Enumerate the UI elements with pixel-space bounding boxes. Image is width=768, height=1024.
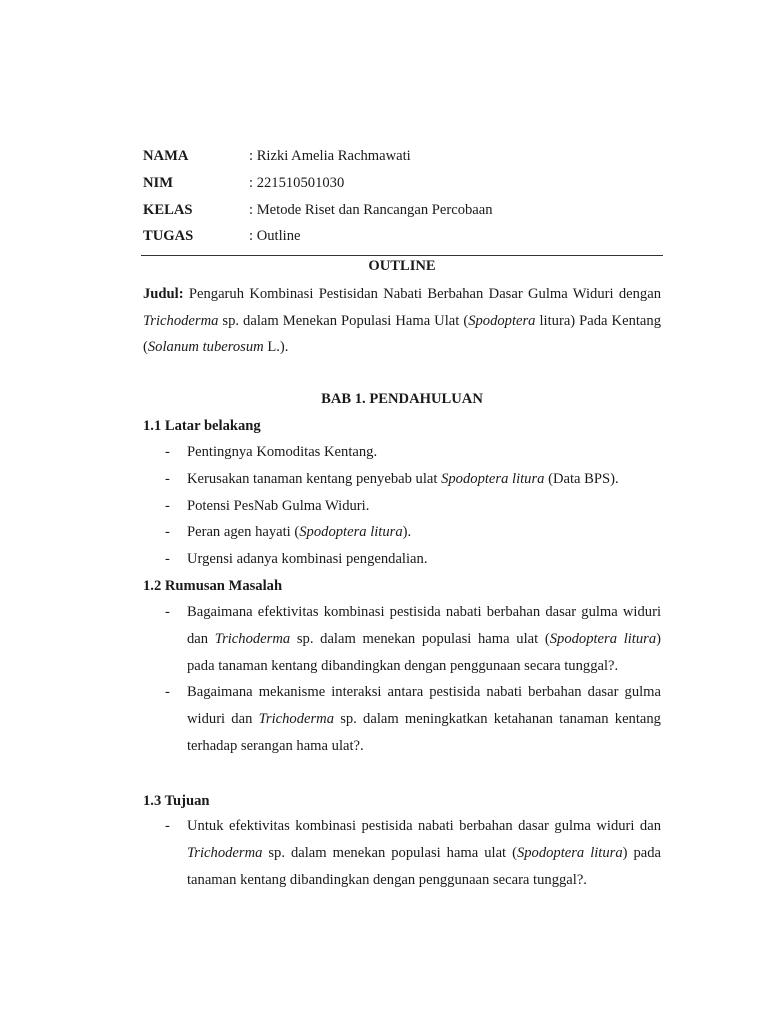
name-value: : Rizki Amelia Rachmawati xyxy=(249,148,411,164)
italic-species: Spodoptera litura xyxy=(549,630,657,647)
dash-bullet: - xyxy=(165,444,170,460)
text-run: Kerusakan tanaman kentang penyebab ulat xyxy=(187,470,442,487)
text-run: ). xyxy=(402,524,412,541)
list-item-text: Urgensi adanya kombinasi pengendalian. xyxy=(187,551,428,568)
italic-species: Spodoptera litura xyxy=(441,470,545,487)
text-run: ) pada tanaman kentang dibandingkan dengan penggunaan secara tunggal?. xyxy=(187,630,662,674)
list-item xyxy=(143,679,661,759)
dash-bullet: - xyxy=(165,604,170,620)
list-item-text xyxy=(187,522,661,542)
text-run: sp. dalam menekan populasi hama ulat ( xyxy=(262,844,517,861)
chapter-heading: BAB 1. PENDAHULUAN xyxy=(321,391,483,407)
tujuan-list xyxy=(143,813,661,893)
section-heading-1-2: 1.2 Rumusan Masalah xyxy=(143,578,283,594)
italic-species: Trichoderma xyxy=(258,711,334,728)
judul-label: Judul: xyxy=(143,286,184,302)
judul-text-4: L.). xyxy=(263,339,289,356)
list-item-text xyxy=(187,599,661,679)
dash-bullet: - xyxy=(165,818,170,834)
list-item-text xyxy=(187,469,661,489)
dash-bullet: - xyxy=(165,551,170,568)
list-item-text xyxy=(187,813,661,893)
text-run: (Data BPS). xyxy=(544,470,619,487)
text-run: ) pada tanaman kentang dibandingkan dengan penggunaan secara tunggal?. xyxy=(187,844,662,888)
text-run: Untuk efektivitas kombinasi pestisida nabati berbahan dasar gulma widuri dan xyxy=(187,818,661,834)
list-item xyxy=(143,442,661,462)
name-label: NAMA xyxy=(143,148,189,164)
list-item xyxy=(143,813,661,893)
latar-belakang-list xyxy=(143,442,661,576)
list-item xyxy=(143,496,661,516)
list-item-text xyxy=(187,679,661,759)
nim-label: NIM xyxy=(143,175,173,191)
judul-italic-solanum: Solanum tuberosum xyxy=(147,339,264,356)
dash-bullet: - xyxy=(165,497,170,514)
tugas-value: : Outline xyxy=(249,228,301,244)
italic-species: Spodoptera litura xyxy=(516,844,623,861)
list-item-text: Potensi PesNab Gulma Widuri. xyxy=(187,497,370,514)
rumusan-masalah-list xyxy=(143,599,661,760)
judul-italic-trichoderma: Trichoderma xyxy=(143,312,219,329)
list-item xyxy=(143,522,661,542)
text-run: Peran agen hayati ( xyxy=(187,524,300,541)
italic-species: Spodoptera litura xyxy=(299,524,403,541)
title-paragraph xyxy=(143,281,661,361)
dash-bullet: - xyxy=(165,684,170,701)
judul-text-2: sp. dalam Menekan Populasi Hama Ulat ( xyxy=(218,312,469,329)
italic-species: Trichoderma xyxy=(214,630,291,647)
judul-italic-spodoptera: Spodoptera xyxy=(468,312,536,329)
judul-text-3: litura) Pada Kentang ( xyxy=(143,312,661,356)
text-run: sp. dalam menekan populasi hama ulat ( xyxy=(290,630,550,647)
section-heading-1-1: 1.1 Latar belakang xyxy=(143,418,261,434)
section-heading-1-3: 1.3 Tujuan xyxy=(143,793,210,809)
text-run: Bagaimana efektivitas kombinasi pestisida nabati berbahan dasar gulma widuri dan xyxy=(187,604,661,647)
text-run: sp. dalam meningkatkan ketahanan tanaman kentang terhadap serangan hama ulat?. xyxy=(187,711,661,754)
list-item xyxy=(143,599,661,679)
dash-bullet: - xyxy=(165,524,170,541)
kelas-value: : Metode Riset dan Rancangan Percobaan xyxy=(249,202,493,218)
list-item-text: Pentingnya Komoditas Kentang. xyxy=(187,444,378,460)
italic-species: Trichoderma xyxy=(187,844,263,861)
text-run: Bagaimana mekanisme interaksi antara pestisida nabati berbahan dasar gulma widuri dan xyxy=(187,684,661,728)
nim-value: : 221510501030 xyxy=(249,175,345,191)
judul-text-1: Pengaruh Kombinasi Pestisidan Nabati Berbahan Dasar Gulma Widuri dengan xyxy=(183,286,661,302)
outline-title: OUTLINE xyxy=(368,258,436,274)
dash-bullet: - xyxy=(165,470,170,487)
tugas-label: TUGAS xyxy=(143,228,194,244)
list-item xyxy=(143,549,661,569)
kelas-label: KELAS xyxy=(143,202,193,218)
list-item xyxy=(143,469,661,489)
